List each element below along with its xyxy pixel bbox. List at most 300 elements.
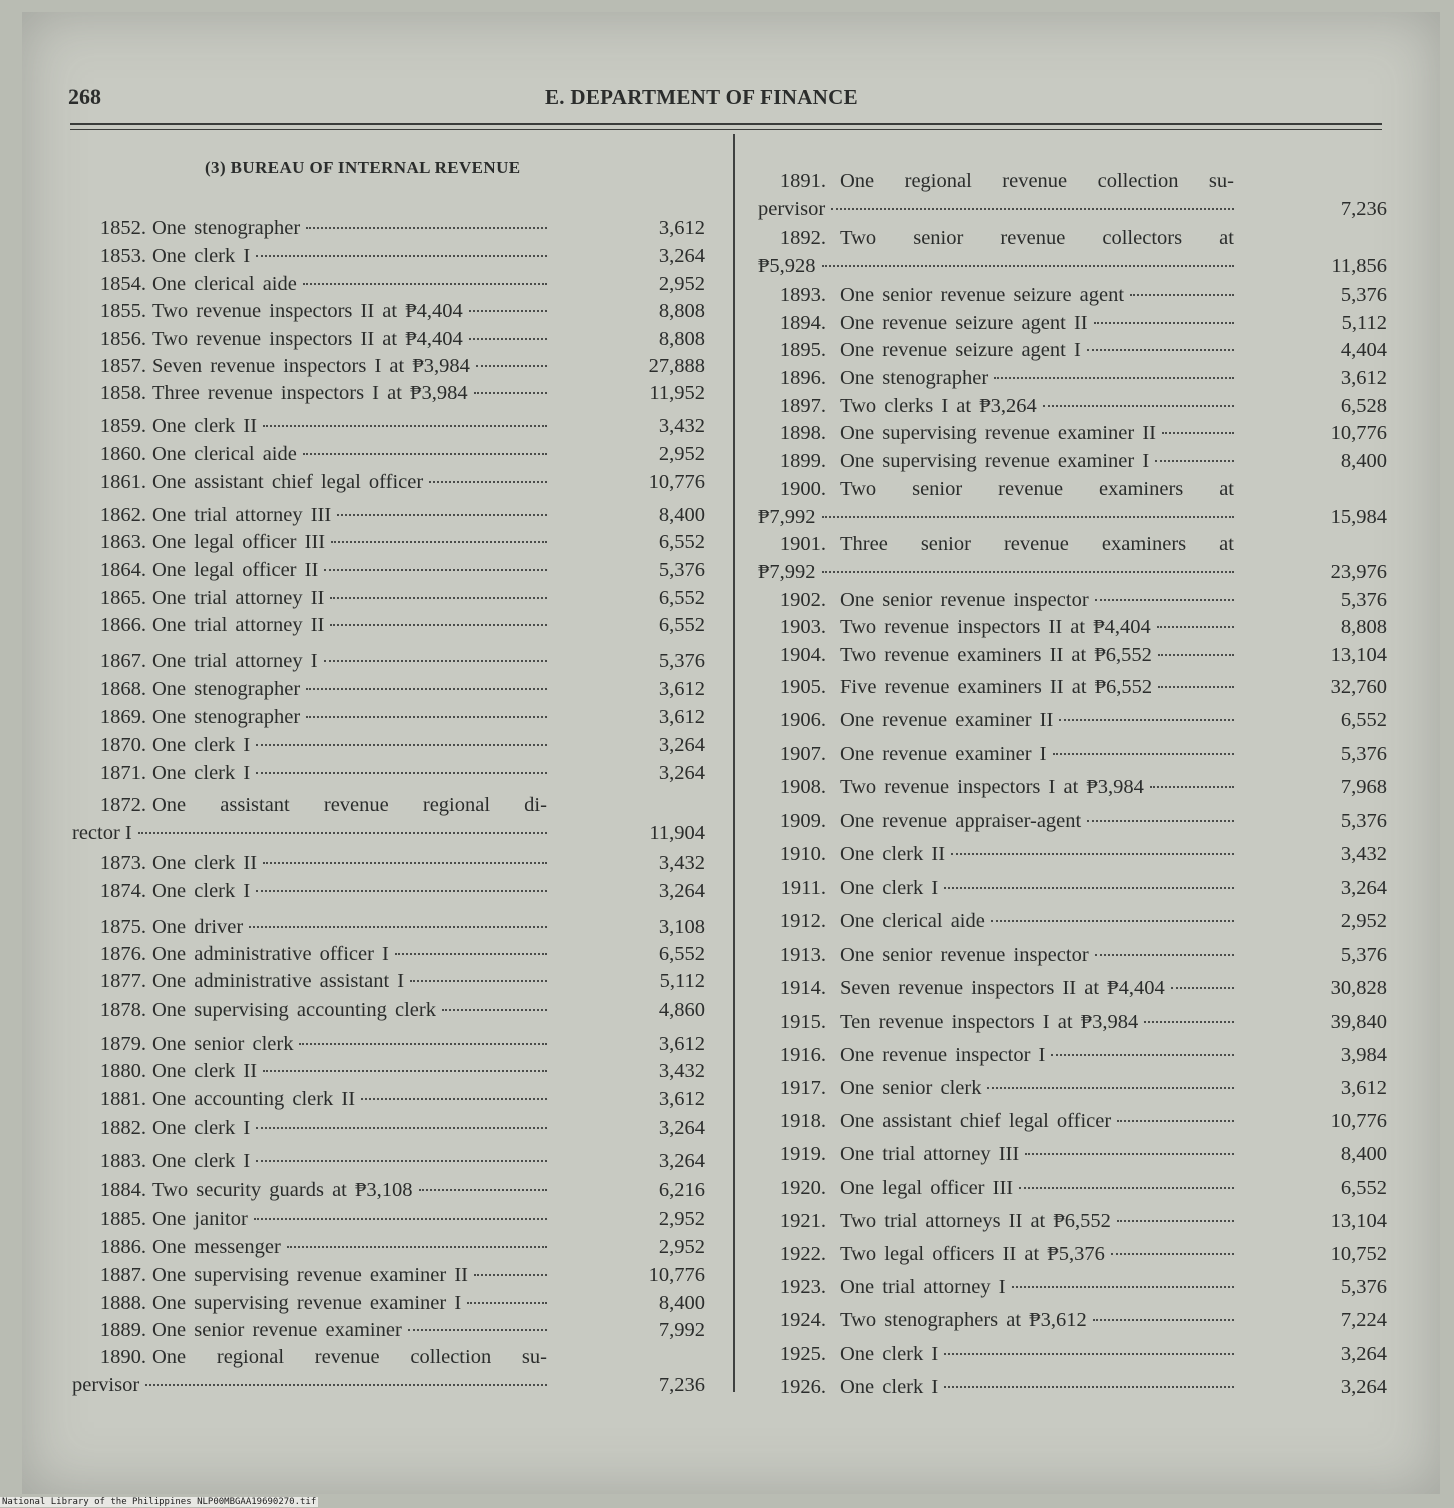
item-number: 1866. [99,614,146,636]
item-amount: 8,400 [1340,1143,1387,1165]
item-description [152,704,547,731]
item-description-text: One clerk II [152,1060,258,1082]
item-amount: 10,752 [1330,1243,1387,1265]
item-description-text: One assistant chief legal officer [152,471,424,493]
item-number: 1903. [779,616,826,638]
item-number: 1909. [779,810,826,832]
item-description-text: One clerk I [840,877,939,899]
dot-leader [822,516,1234,518]
item-number: 1853. [99,245,146,267]
item-description-text: Two trial attorneys II at ₱6,552 [840,1210,1111,1232]
item-number: 1885. [99,1208,146,1230]
item-description [152,878,547,905]
item-amount: 3,432 [658,1060,705,1082]
item-amount: 6,552 [658,614,705,636]
item-description-continued [72,820,547,847]
dot-leader [256,255,547,257]
item-number: 1875. [99,916,146,938]
item-description [840,674,1234,701]
item-number: 1918. [779,1110,826,1132]
item-number: 1894. [779,312,826,334]
item-amount: 2,952 [1340,910,1387,932]
item-description [152,997,547,1024]
item-description: One regional revenue collection su- [152,1346,547,1368]
item-amount: 3,264 [658,1117,705,1139]
item-description [152,612,547,639]
dot-leader [476,365,547,367]
item-amount: 10,776 [1330,1110,1387,1132]
item-description [152,271,547,298]
dot-leader [1162,432,1234,434]
item-description-text: One trial attorney I [840,1276,1006,1298]
item-description [840,1108,1234,1135]
dot-leader [1095,954,1234,956]
item-description [840,707,1234,734]
item-amount: 2,952 [658,273,705,295]
item-amount: 7,236 [1340,198,1387,220]
dot-leader [1087,349,1234,351]
item-description [840,1075,1234,1102]
item-number: 1871. [99,762,146,784]
item-number: 1899. [779,450,826,472]
item-amount: 10,776 [648,1264,705,1286]
item-description-text: One trial attorney III [840,1143,1020,1165]
dot-leader [256,772,547,774]
item-amount: 5,376 [658,650,705,672]
item-description [152,502,547,529]
dot-leader [1095,599,1234,601]
dot-leader [287,1246,547,1248]
item-amount: 6,552 [658,531,705,553]
item-number: 1889. [99,1319,146,1341]
item-description [840,741,1234,768]
item-description-text: One stenographer [152,706,301,728]
dot-leader [1043,405,1234,407]
item-amount: 5,376 [1340,810,1387,832]
item-amount: 3,264 [658,734,705,756]
dot-leader [306,716,547,718]
item-description-text: One clerk II [152,852,258,874]
item-number: 1886. [99,1236,146,1258]
dot-leader [474,392,547,394]
item-number: 1921. [779,1210,826,1232]
item-amount: 11,952 [649,382,705,404]
item-description-text: One supervising revenue examiner II [840,422,1156,444]
item-description-text: One janitor [152,1208,248,1230]
item-description-text: One clerk I [152,880,251,902]
item-description-text: One revenue appraiser-agent [840,810,1082,832]
item-amount: 6,552 [1340,709,1387,731]
item-description-text: One clerk I [840,1343,939,1365]
item-description [840,614,1234,641]
item-description-text: One clerical aide [152,443,297,465]
dot-leader [410,980,547,982]
item-amount: 4,404 [1340,339,1387,361]
dot-leader [1051,1054,1234,1056]
item-number: 1891. [779,170,826,192]
item-amount: 3,612 [1340,1077,1387,1099]
item-number: 1884. [99,1179,146,1201]
item-number: 1863. [99,531,146,553]
item-number: 1926. [779,1376,826,1398]
dot-leader [1130,294,1234,296]
item-description-text: One senior revenue seizure agent [840,284,1125,306]
item-amount: 3,612 [1340,367,1387,389]
item-description-text: Five revenue examiners II at ₱6,552 [840,676,1153,698]
item-amount: 2,952 [658,443,705,465]
item-description-text: One assistant chief legal officer [840,1110,1112,1132]
item-amount: 6,552 [658,587,705,609]
item-number: 1870. [99,734,146,756]
item-description [152,1317,547,1344]
item-description [152,326,547,353]
dot-leader [944,1386,1234,1388]
item-description [152,353,547,380]
item-description-text: One legal officer III [152,531,326,553]
item-description [840,1241,1234,1268]
item-number: 1917. [779,1077,826,1099]
section-heading: (3) BUREAU OF INTERNAL REVENUE [205,158,521,177]
item-number: 1906. [779,709,826,731]
item-description-text: One revenue examiner II [840,709,1054,731]
item-description-text: One revenue seizure agent I [840,339,1081,361]
item-description [840,642,1234,669]
dot-leader [361,1098,547,1100]
item-description [840,1042,1234,1069]
dot-leader [991,920,1234,922]
dot-leader [474,1274,547,1276]
item-description [840,1341,1234,1368]
item-description [152,1290,547,1317]
item-description-text: One messenger [152,1236,281,1258]
item-description [152,1234,547,1261]
item-description [840,1009,1234,1036]
item-number: 1856. [99,328,146,350]
dot-leader [1150,786,1234,788]
item-number: 1895. [779,339,826,361]
item-number: 1873. [99,852,146,874]
item-description [840,875,1234,902]
item-description [152,1086,547,1113]
scan-footer: National Library of the Philippines NLP00MBGAA19690270.tif [2,1497,317,1507]
running-head: E. DEPARTMENT OF FINANCE [545,85,858,109]
item-description-text: One supervising revenue examiner I [152,1292,462,1314]
item-description [152,1262,547,1289]
item-description [840,310,1234,337]
item-amount: 3,264 [658,880,705,902]
item-amount: 2,952 [658,1208,705,1230]
item-description-text: One clerk II [152,415,258,437]
item-description-text: ₱7,992 [758,506,816,528]
item-description [840,337,1234,364]
item-description-text: One senior revenue inspector [840,944,1089,966]
item-description [152,648,547,675]
dot-leader [442,1009,547,1011]
item-description [840,908,1234,935]
item-number: 1858. [99,382,146,404]
dot-leader [306,688,547,690]
item-description-text: One clerk I [152,734,251,756]
dot-leader [324,569,547,571]
item-amount: 3,432 [658,852,705,874]
item-amount: 3,612 [658,1033,705,1055]
item-number: 1923. [779,1276,826,1298]
item-number: 1904. [779,644,826,666]
dot-leader [1019,1187,1234,1189]
item-description [152,676,547,703]
dot-leader [1117,1120,1234,1122]
item-amount: 23,976 [1330,561,1387,583]
item-amount: 2,952 [658,1236,705,1258]
header-rule-thin [70,129,1382,130]
dot-leader [263,1070,547,1072]
dot-leader [429,481,547,483]
item-amount: 3,264 [1340,1376,1387,1398]
item-description [840,1175,1234,1202]
item-description-text: One clerk I [152,762,251,784]
item-amount: 5,376 [1340,589,1387,611]
dot-leader [951,853,1234,855]
dot-leader [138,832,547,834]
item-description-text: One clerk I [840,1376,939,1398]
dot-leader [299,1043,547,1045]
item-amount: 5,376 [1340,1276,1387,1298]
dot-leader [1093,1319,1234,1321]
dot-leader [256,890,547,892]
item-number: 1924. [779,1309,826,1331]
item-description [152,215,547,242]
dot-leader [303,453,547,455]
dot-leader [822,571,1234,573]
item-number: 1907. [779,743,826,765]
item-description: Two senior revenue examiners at [840,478,1234,500]
item-amount: 13,104 [1330,644,1387,666]
header-rule [70,123,1382,125]
dot-leader [944,1353,1234,1355]
item-number: 1854. [99,273,146,295]
item-description-text: One senior clerk [152,1033,294,1055]
item-description-text: One revenue examiner I [840,743,1047,765]
item-description [152,1115,547,1142]
item-description [152,585,547,612]
item-number: 1867. [99,650,146,672]
item-description [152,469,547,496]
item-description [840,1208,1234,1235]
dot-leader [467,1302,547,1304]
dot-leader [249,926,547,928]
item-description-continued [758,504,1234,531]
item-amount: 3,264 [1340,877,1387,899]
dot-leader [145,1384,547,1386]
item-number: 1915. [779,1011,826,1033]
item-number: 1900. [779,478,826,500]
item-number: 1922. [779,1243,826,1265]
item-description [152,529,547,556]
item-description-text: One trial attorney I [152,650,318,672]
item-description-text: One clerical aide [840,910,985,932]
dot-leader [1087,820,1234,822]
item-amount: 8,400 [1340,450,1387,472]
item-description-text: One supervising accounting clerk [152,999,436,1021]
dot-leader [994,377,1234,379]
item-number: 1877. [99,970,146,992]
item-number: 1880. [99,1060,146,1082]
dot-leader [1111,1253,1234,1255]
item-description-text: One supervising revenue examiner II [152,1264,468,1286]
item-number: 1913. [779,944,826,966]
item-description [152,1058,547,1085]
item-description-text: Two revenue examiners II at ₱6,552 [840,644,1152,666]
item-number: 1864. [99,559,146,581]
dot-leader [1025,1153,1234,1155]
item-description-text: rector I [72,822,132,844]
item-number: 1912. [779,910,826,932]
item-amount: 8,808 [658,300,705,322]
item-description-text: One senior revenue inspector [840,589,1089,611]
dot-leader [337,514,547,516]
item-amount: 11,856 [1331,255,1387,277]
item-amount: 30,828 [1330,977,1387,999]
item-number: 1882. [99,1117,146,1139]
item-description-text: One legal officer III [840,1177,1014,1199]
item-amount: 3,264 [658,762,705,784]
item-number: 1887. [99,1264,146,1286]
dot-leader [1158,654,1234,656]
item-description [840,1274,1234,1301]
dot-leader [1012,1286,1234,1288]
dot-leader [944,887,1234,889]
item-number: 1892. [779,227,826,249]
dot-leader [303,283,547,285]
item-number: 1919. [779,1143,826,1165]
item-amount: 3,108 [658,916,705,938]
item-number: 1857. [99,355,146,377]
dot-leader [1094,322,1234,324]
item-description-text: ₱5,928 [758,255,816,277]
item-number: 1905. [779,676,826,698]
dot-leader [408,1329,547,1331]
item-amount: 15,984 [1330,506,1387,528]
item-number: 1914. [779,977,826,999]
item-amount: 5,376 [1340,743,1387,765]
item-description-text: One legal officer II [152,559,319,581]
item-amount: 8,808 [658,328,705,350]
item-description-continued [72,1372,547,1399]
item-description-text: Two legal officers II at ₱5,376 [840,1243,1105,1265]
item-description-continued [758,559,1234,586]
item-amount: 39,840 [1330,1011,1387,1033]
item-description-text: One trial attorney II [152,587,325,609]
item-amount: 10,776 [648,471,705,493]
item-description [840,942,1234,969]
item-amount: 8,400 [658,504,705,526]
dot-leader [331,541,547,543]
item-description-text: Two revenue inspectors II at ₱4,404 [152,328,463,350]
item-number: 1861. [99,471,146,493]
item-description [840,587,1234,614]
item-description-text: One driver [152,916,244,938]
item-number: 1908. [779,776,826,798]
item-amount: 4,860 [658,999,705,1021]
dot-leader [1155,460,1234,462]
item-description: One assistant revenue regional di- [152,794,547,816]
dot-leader [987,1087,1234,1089]
item-description-text: Seven revenue inspectors I at ₱3,984 [152,355,470,377]
item-description-text: Seven revenue inspectors II at ₱4,404 [840,977,1165,999]
dot-leader [1059,719,1234,721]
item-amount: 5,376 [1340,284,1387,306]
item-number: 1901. [779,533,826,555]
item-description [840,975,1234,1002]
item-amount: 3,264 [658,1150,705,1172]
item-amount: 32,760 [1330,676,1387,698]
item-amount: 27,888 [648,355,705,377]
item-amount: 8,808 [1340,616,1387,638]
item-amount: 5,376 [1340,944,1387,966]
item-description [152,1148,547,1175]
item-description-text: One administrative assistant I [152,970,405,992]
item-description: Three senior revenue examiners at [840,533,1234,555]
item-number: 1859. [99,415,146,437]
item-number: 1911. [780,877,826,899]
item-number: 1916. [779,1044,826,1066]
item-description [840,365,1234,392]
item-description [152,1206,547,1233]
item-description [152,1031,547,1058]
item-number: 1925. [779,1343,826,1365]
item-description [840,282,1234,309]
item-description-text: One senior revenue examiner [152,1319,402,1341]
item-description [152,557,547,584]
item-description-text: One revenue inspector I [840,1044,1046,1066]
item-description-text: One clerk II [840,843,946,865]
item-amount: 7,968 [1340,776,1387,798]
item-description-text: pervisor [758,198,826,220]
item-description [152,441,547,468]
item-description [152,1177,547,1204]
item-description [152,850,547,877]
item-number: 1879. [99,1033,146,1055]
item-number: 1872. [99,794,146,816]
item-description-text: Two revenue inspectors II at ₱4,404 [840,616,1151,638]
item-description [840,1141,1234,1168]
item-description-text: One revenue seizure agent II [840,312,1088,334]
item-amount: 5,112 [1341,312,1387,334]
item-description [840,841,1234,868]
item-number: 1878. [99,999,146,1021]
dot-leader [1171,987,1234,989]
item-amount: 10,776 [1330,422,1387,444]
page-number: 268 [68,84,101,109]
item-amount: 3,612 [658,217,705,239]
item-amount: 3,612 [658,678,705,700]
item-number: 1902. [779,589,826,611]
dot-leader [256,744,547,746]
item-description-text: Three revenue inspectors I at ₱3,984 [152,382,468,404]
item-description [152,914,547,941]
item-description [152,298,547,325]
dot-leader [831,208,1234,210]
item-number: 1883. [99,1150,146,1172]
item-amount: 3,264 [658,245,705,267]
item-number: 1893. [779,284,826,306]
item-description-text: ₱7,992 [758,561,816,583]
item-description-text: One stenographer [840,367,989,389]
item-number: 1869. [99,706,146,728]
item-description-text: Two security guards at ₱3,108 [152,1179,413,1201]
dot-leader [1157,626,1234,628]
item-amount: 7,224 [1340,1309,1387,1331]
